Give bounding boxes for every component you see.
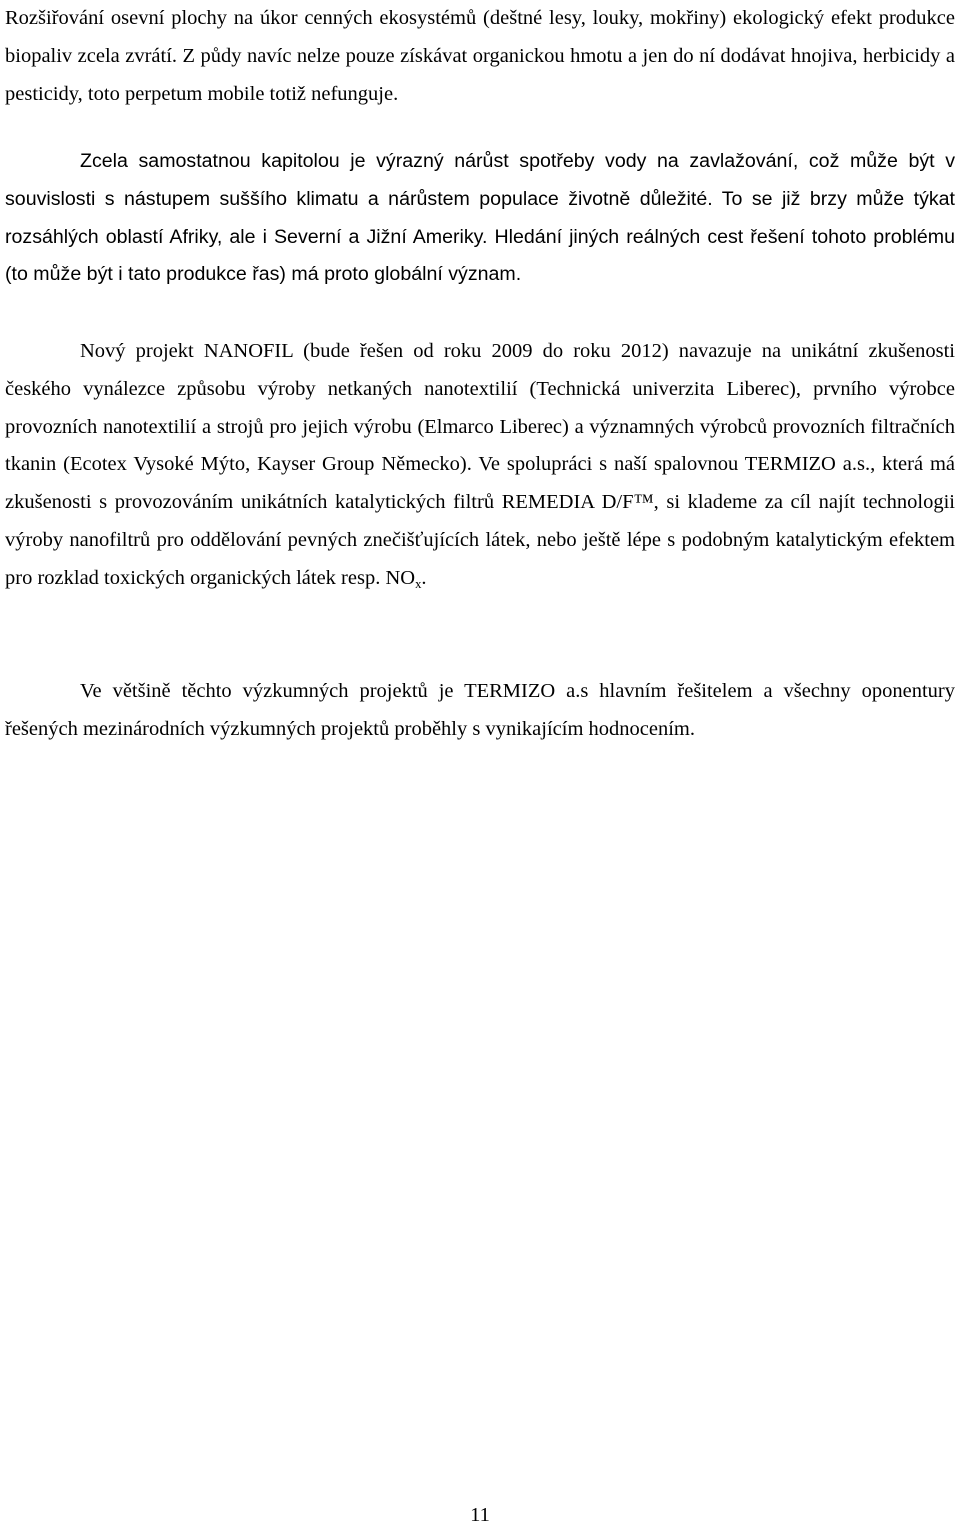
nanofil-end-text: . [421,566,427,589]
paragraph-biofuel-land-use: Rozšiřování osevní plochy na úkor cenných ekosystémů (deštné lesy, louky, mokřiny) ekologický efekt produkce biopaliv zcela zvrátí. Z půdy navíc nelze pouze získávat organickou hmotu a jen do ní dodávat hnojiva, herbicidy a pesticidy, toto perpetum mobile totiž nefunguje. [5,7,955,105]
nanofil-main-text: Nový projekt NANOFIL (bude řešen od roku 2009 do roku 2012) navazuje na unikátní zkušenosti českého vynálezce způsobu výroby netkaných nanotextilií (Technická univerzita Liberec), prvního výrobce provozních nanotextilií a strojů pro jejich výrobu (Elmarco Liberec) a významných výrobců provozních filtračních tkanin (Ecotex Vysoké Mýto, Kayser Group Německo). Ve spolupráci s naší spalovnou TERMIZO a.s., která má zkušenosti s provozováním unikátních katalytických filtrů REMEDIA D/F™, si klademe za cíl najít technologii výroby nanofiltrů pro oddělování pevných znečišťujících látek, nebo ještě lépe s podobným katalytickým efektem pro rozklad toxických organických látek resp. NO [5,340,955,589]
paragraph-termizo-summary: Ve většině těchto výzkumných projektů je TERMIZO a.s hlavním řešitelem a všechny oponentury řešených mezinárodních výzkumných projektů proběhly s vynikajícím hodnocením. [5,680,955,740]
paragraph-nanofil-project [5,333,955,598]
paragraph-water-consumption: Zcela samostatnou kapitolou je výrazný nárůst spotřeby vody na zavlažování, což může být v souvislosti s nástupem suššího klimatu a nárůstem populace životně důležité. To se již brzy může týkat rozsáhlých oblastí Afriky, ale i Severní a Jižní Ameriky. Hledání jiných reálných cest řešení tohoto problému (to může být i tato produkce řas) má proto globální význam. [5,150,955,286]
page-number: 11 [470,1504,490,1526]
nox-subscript: x [415,576,422,591]
